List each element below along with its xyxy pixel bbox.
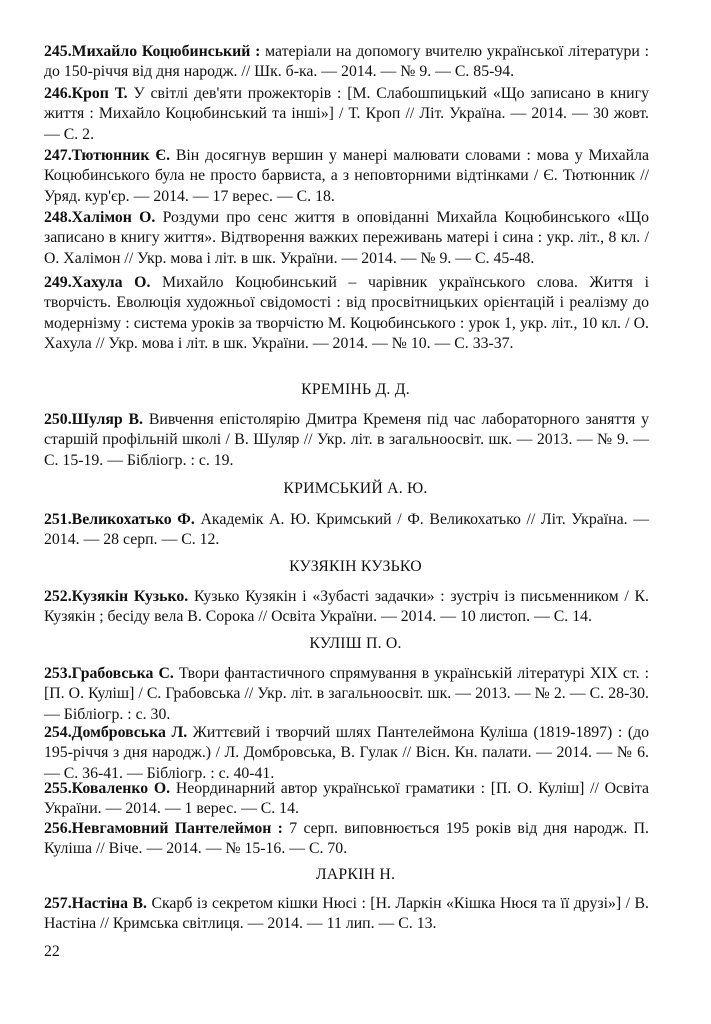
entry-author: Домбровська Л. — [71, 724, 188, 741]
entry-number: 246. — [44, 85, 72, 102]
page-number: 22 — [44, 943, 60, 960]
entry-number: 255. — [44, 780, 72, 797]
section-heading-krymsky: КРИМСЬКИЙ А. Ю. — [283, 480, 428, 497]
entry-text: Роздуми про сенс життя в оповіданні Михайла Коцюбинського «Що записано в книгу життя». Відтворення важких переживань матері і сина : укр. літ., 8 кл. / О. Халімон // Укр. мова і літ. в шк. України. — 2014. — № 9. — С. 45-48. — [44, 209, 649, 267]
bib-entry-247 — [44, 146, 649, 207]
bib-entry-255 — [44, 779, 649, 820]
entry-author: Халімон О. — [71, 209, 156, 226]
entry-text: Академік А. Ю. Кримський / Ф. Великохатько // Літ. Україна. — 2014. — 28 серп. — С. 12. — [44, 511, 649, 549]
entry-author: Коваленко О. — [71, 780, 171, 797]
section-heading-kulish: КУЛІШ П. О. — [309, 635, 402, 652]
entry-number: 249. — [44, 274, 72, 291]
entry-author: Великохатько Ф. — [71, 511, 195, 528]
entry-number: 257. — [44, 895, 72, 912]
bib-entry-256 — [44, 819, 649, 860]
section-heading-larkin: ЛАРКІН Н. — [315, 866, 396, 883]
bib-entry-249 — [44, 273, 649, 354]
entry-number: 247. — [44, 147, 72, 164]
entry-author: Михайло Коцюбинський : — [71, 43, 261, 60]
entry-number: 252. — [44, 588, 72, 605]
entry-author: Невгамовний Пантелеймон : — [71, 820, 283, 837]
bib-entry-251 — [44, 510, 649, 551]
entry-author: Кроп Т. — [71, 85, 128, 102]
entry-author: Кузякін Кузько. — [71, 588, 189, 605]
entry-number: 245. — [44, 43, 72, 60]
bib-entry-246 — [44, 84, 649, 145]
entry-text: Михайло Коцюбинський – чарівник українського слова. Життя і творчість. Еволюція художньої свідомості : від просвітницьких орієнтацій і реалізму до модернізму : система уроків за творчістю М. Коцюбинського : урок 1, укр. літ., 10 кл. / О. Хахула // Укр. мова і літ. в шк. України. — 2014. — № 10. — С. 33-37. — [44, 274, 649, 352]
bib-entry-254 — [44, 723, 649, 784]
entry-number: 253. — [44, 665, 72, 682]
entry-text: Кузько Кузякін і «Зубасті задачки» : зустріч із письменником / К. Кузякін ; бесіду вела В. Сорока // Освіта України. — 2014. — 10 листоп. — С. 14. — [44, 588, 649, 626]
entry-text: Він досягнув вершин у манері малювати словами : мова у Михайла Коцюбинського була не просто барвиста, а з неповторними відтінками / Є. Тютюнник // Уряд. кур'єр. — 2014. — 17 верес. — С. 18. — [44, 147, 649, 205]
entry-text: Вивчення епістолярію Дмитра Кременя під час лабораторного заняття у старшій профільній школі / В. Шуляр // Укр. літ. в загальноосвіт. шк. — 2013. — № 9. — С. 15-19. — Бібліогр. : с. 19. — [44, 411, 650, 469]
entry-text: Неординарний автор української граматики : [П. О. Куліш] // Освіта України. — 2014. — 1 верес. — С. 14. — [44, 780, 649, 818]
entry-number: 248. — [44, 209, 72, 226]
entry-author: Грабовська С. — [71, 665, 174, 682]
entry-number: 254. — [44, 724, 72, 741]
entry-author: Шуляр В. — [71, 411, 144, 428]
section-heading-kremin: КРЕМІНЬ Д. Д. — [301, 381, 410, 398]
entry-author: Хахула О. — [71, 274, 151, 291]
entry-number: 256. — [44, 820, 72, 837]
entry-text: 7 серп. виповнюється 195 років від дня народж. П. Куліша // Віче. — 2014. — № 15-16. — С. 70. — [44, 820, 649, 858]
entry-author: Настіна В. — [71, 895, 147, 912]
entry-text: Життєвий і творчий шлях Пантелеймона Куліша (1819-1897) : (до 195-річчя з дня народж.) / Л. Домбровська, В. Гулак // Вісн. Кн. палати. — 2014. — № 6. — С. 36-41. — Бібліогр. : с. 40-41. — [44, 724, 650, 782]
bib-entry-250 — [44, 410, 649, 471]
entry-number: 250. — [44, 411, 72, 428]
entry-author: Тютюнник Є. — [71, 147, 171, 164]
bib-entry-252 — [44, 587, 649, 628]
entry-text: Твори фантастичного спрямування в українській літературі XIX ст. : [П. О. Куліш] / С. Грабовська // Укр. літ. в загальноосвіт. шк. — 2013. — № 2. — С. 28-30. — Бібліогр. : с. 30. — [44, 665, 649, 723]
bib-entry-253 — [44, 664, 649, 725]
entry-text: У світлі дев'яти прожекторів : [М. Слабошпицький «Що записано в книгу життя : Михайло Коцюбинський та інші»] / Т. Кроп // Літ. Україна. — 2014. — 30 жовт. — С. 2. — [44, 85, 649, 143]
bib-entry-245 — [44, 42, 649, 83]
entry-number: 251. — [44, 511, 72, 528]
section-heading-kuzyakin: КУЗЯКІН КУЗЬКО — [289, 558, 422, 575]
entry-text: Скарб із секретом кішки Нюсі : [Н. Ларкін «Кішка Нюся та її друзі»] / В. Настіна // Кримська світлиця. — 2014. — 11 лип. — С. 13. — [44, 895, 649, 933]
entry-text: матеріали на допомогу вчителю української літератури : до 150-річчя від дня народж. // Шк. б-ка. — 2014. — № 9. — С. 85-94. — [44, 43, 649, 81]
bib-entry-257 — [44, 894, 649, 935]
bib-entry-248 — [44, 208, 649, 269]
